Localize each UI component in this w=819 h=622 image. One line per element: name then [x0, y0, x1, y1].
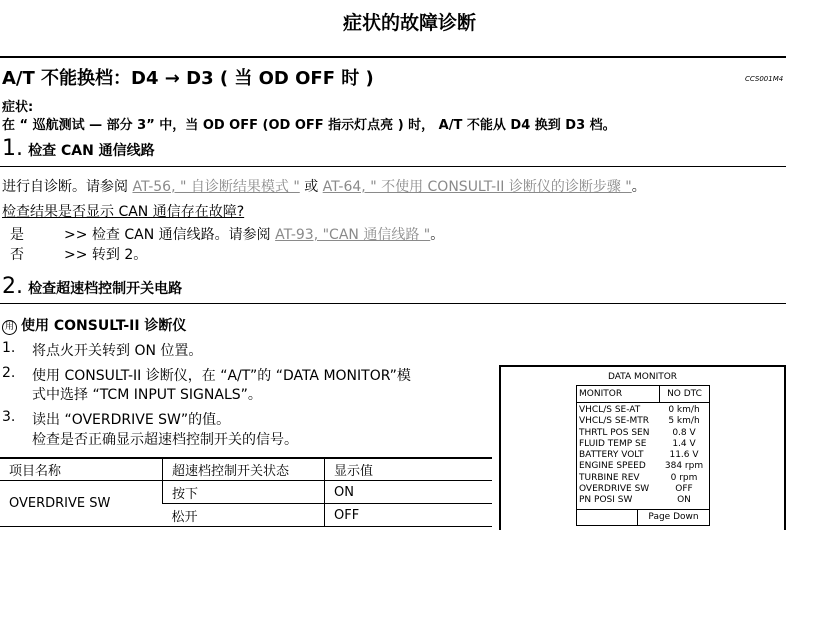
self-diag-line — [2, 176, 646, 196]
monitor-label: BATTERY VOLT — [579, 450, 644, 461]
step-1-title: 检查 CAN 通信线路 — [28, 143, 155, 159]
monitor-row — [579, 405, 709, 416]
or-text: 或 — [299, 179, 323, 195]
section-heading: A/T 不能换档：D4 → D3 ( 当 OD OFF 时 ) — [2, 68, 374, 89]
link-at-64[interactable]: AT-64, " 不使用 CONSULT-II 诊断仪的诊断步骤 " — [322, 179, 632, 195]
data-monitor-header — [577, 386, 709, 403]
monitor-value: 0 km/h — [668, 405, 700, 415]
step-text-2b: 式中选择 “TCM INPUT SIGNALS”。 — [32, 387, 262, 403]
data-monitor-panel — [576, 385, 710, 526]
step-text-3b: 检查是否正确显示超速档控制开关的信号。 — [32, 432, 298, 448]
monitor-label: VHCL/S SE-MTR — [579, 416, 649, 427]
no-label: 否 — [10, 247, 24, 263]
step-1-number: 1. — [2, 136, 23, 161]
consult-subtitle: 使用 CONSULT-II 诊断仪 — [21, 318, 187, 334]
monitor-value: 1.4 V — [672, 438, 696, 449]
link-at-93[interactable]: AT-93, "CAN 通信线路 " — [275, 227, 431, 243]
header-item-name: 项目名称 — [0, 458, 163, 481]
data-monitor-footer — [577, 510, 709, 525]
monitor-value: 384 rpm — [664, 461, 704, 472]
page-title: 症状的故障诊断 — [342, 12, 476, 34]
consult-subheading — [2, 315, 186, 335]
monitor-label: THRTL POS SEN — [579, 427, 650, 438]
value-cell: ON — [325, 481, 493, 504]
monitor-value: 0 rpm — [670, 472, 698, 483]
header-display-value: 显示值 — [325, 458, 493, 481]
footer-blank — [577, 510, 638, 525]
monitor-label: TURBINE REV — [579, 472, 640, 483]
monitor-row — [579, 439, 709, 450]
yes-end: 。 — [430, 227, 445, 243]
monitor-label: OVERDRIVE SW — [579, 484, 650, 495]
monitor-value: 0.8 V — [672, 427, 696, 438]
state-cell: 松开 — [163, 504, 325, 527]
step-2-header — [2, 274, 182, 299]
monitor-label: VHCL/S SE-AT — [579, 405, 641, 415]
step-2-title: 检查超速档控制开关电路 — [28, 281, 183, 297]
value-cell: OFF — [325, 504, 493, 527]
no-action: >> 转到 2。 — [64, 247, 148, 263]
monitor-label: PN POSI SW — [579, 495, 633, 506]
yes-action — [64, 224, 444, 244]
yes-label: 是 — [10, 227, 24, 243]
monitor-label: FLUID TEMP SE — [579, 438, 647, 449]
page-down-button[interactable]: Page Down — [648, 511, 699, 522]
monitor-column-label: MONITOR — [577, 386, 660, 402]
monitor-row — [579, 473, 709, 484]
monitor-row — [579, 495, 709, 506]
monitor-value: OFF — [675, 484, 693, 495]
item-overdrive-sw: OVERDRIVE SW — [0, 481, 163, 527]
consult-icon: 用 — [2, 320, 17, 335]
monitor-value: 11.6 V — [669, 450, 699, 461]
doc-code: CCS001M4 — [745, 75, 784, 83]
data-monitor-title: DATA MONITOR — [607, 372, 678, 382]
check-question: 检查结果是否显示 CAN 通信存在故障? — [2, 204, 245, 220]
title-divider — [0, 56, 786, 58]
monitor-values — [577, 403, 709, 510]
monitor-row — [579, 461, 709, 472]
overdrive-sw-table — [0, 457, 492, 527]
table-header-row — [0, 458, 492, 481]
step-2-number: 2. — [2, 274, 23, 299]
monitor-value: 5 km/h — [668, 416, 700, 427]
yes-text: >> 检查 CAN 通信线路。请参阅 — [64, 227, 276, 243]
data-monitor-screen — [499, 365, 786, 530]
monitor-row — [579, 484, 709, 495]
monitor-value: ON — [677, 495, 691, 506]
header-switch-state: 超速档控制开关状态 — [163, 458, 325, 481]
monitor-row — [579, 428, 709, 439]
step-num-1: 1. — [2, 340, 16, 356]
step-text-3a: 读出 “OVERDRIVE SW”的值。 — [32, 412, 231, 428]
self-diag-prefix: 进行自诊断。请参阅 — [2, 179, 133, 195]
link-at-56[interactable]: AT-56, " 自诊断结果模式 " — [132, 179, 300, 195]
step-text-1: 将点火开关转到 ON 位置。 — [32, 343, 203, 359]
monitor-row — [579, 450, 709, 461]
symptom-text: 在 “ 巡航测试 — 部分 3” 中，当 OD OFF (OD OFF 指示灯点亮 ) 时， A/T 不能从 D4 换到 D3 档。 — [2, 118, 616, 133]
monitor-row — [579, 416, 709, 427]
step-2-divider — [0, 303, 786, 304]
table-row — [0, 481, 492, 504]
monitor-label: ENGINE SPEED — [579, 461, 646, 472]
step-1-divider — [0, 166, 786, 167]
state-cell: 按下 — [163, 481, 325, 504]
step-text-2a: 使用 CONSULT-II 诊断仪，在 “A/T”的 “DATA MONITOR”模 — [32, 368, 411, 384]
line-end: 。 — [631, 179, 646, 195]
dtc-status: NO DTC — [667, 389, 702, 399]
symptom-label: 症状: — [2, 100, 34, 115]
step-num-3: 3. — [2, 409, 16, 425]
step-1-header — [2, 136, 155, 161]
step-num-2: 2. — [2, 365, 16, 381]
